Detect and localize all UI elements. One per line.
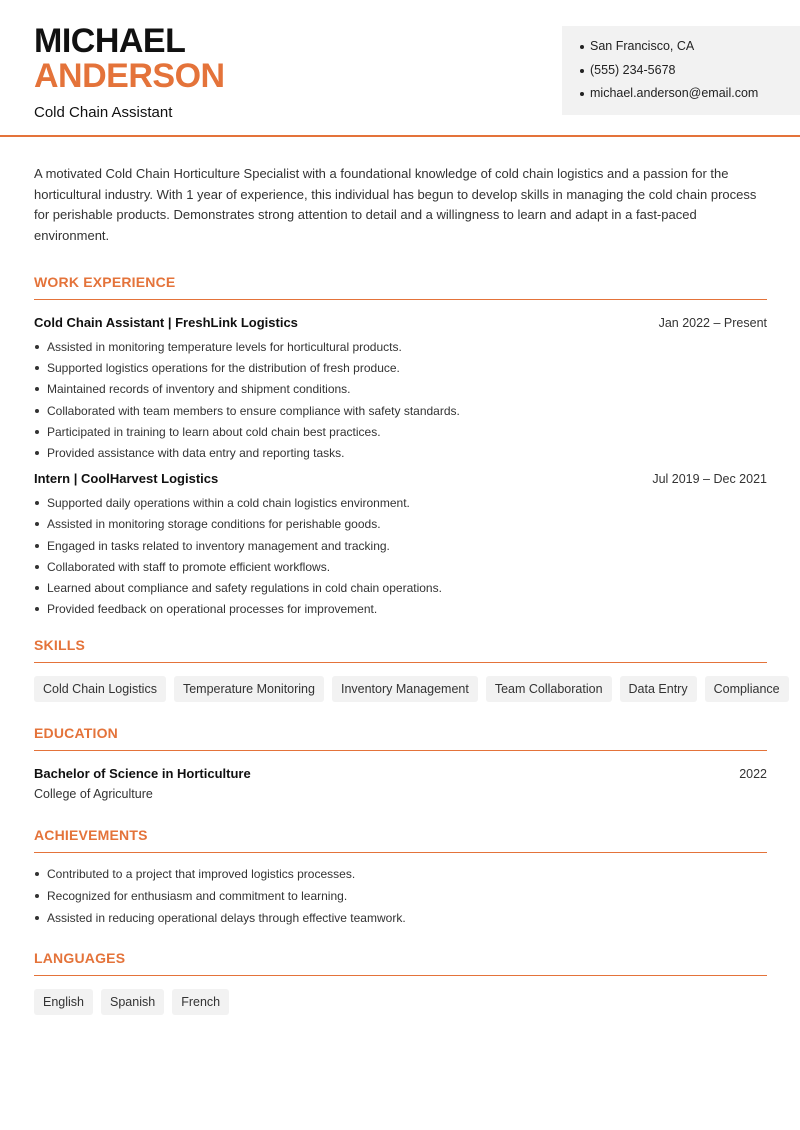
resume-header: [0, 0, 800, 137]
list-item: Contributed to a project that improved logistics processes.: [34, 867, 767, 889]
section-title-work: WORK EXPERIENCE: [34, 274, 767, 300]
name-block: [34, 24, 225, 121]
work-experience-section: [34, 274, 767, 623]
list-item: Maintained records of inventory and shipment conditions.: [34, 382, 767, 403]
job-header: [34, 471, 767, 486]
list-item: Engaged in tasks related to inventory management and tracking.: [34, 539, 767, 560]
education-year: 2022: [739, 767, 767, 782]
section-title-skills: SKILLS: [34, 637, 767, 663]
language-tag: French: [172, 989, 229, 1015]
contact-location: San Francisco, CA: [580, 39, 800, 63]
list-item: Collaborated with staff to promote efficient workflows.: [34, 560, 767, 581]
summary: A motivated Cold Chain Horticulture Specialist with a foundational knowledge of cold chain logistics and a passion for the horticultural industry. With 1 year of experience, this individual has begun to develop skills in managing the cold chain process for perishable products. Demonstrates strong attention to detail and a willingness to learn and adapt in a fast-paced environment.: [34, 166, 757, 243]
skill-tag: Data Entry: [620, 676, 697, 702]
contact-box: [562, 26, 800, 115]
job-title: Cold Chain Assistant: [34, 104, 173, 121]
section-title-languages: LANGUAGES: [34, 950, 767, 976]
contact-email: michael.anderson@email.com: [580, 86, 800, 110]
first-name: MICHAEL: [34, 22, 186, 60]
list-item: Collaborated with team members to ensure compliance with safety standards.: [34, 404, 767, 425]
last-name: ANDERSON: [34, 57, 225, 95]
language-tags: [34, 989, 767, 1015]
list-item: Provided assistance with data entry and reporting tasks.: [34, 446, 767, 467]
job-bullets: [34, 496, 767, 623]
job-dates: Jan 2022 – Present: [658, 316, 767, 330]
languages-section: [34, 950, 767, 1015]
skill-tag: Cold Chain Logistics: [34, 676, 166, 702]
language-tag: English: [34, 989, 93, 1015]
education-degree: Bachelor of Science in Horticulture: [34, 766, 251, 782]
achievement-bullets: [34, 867, 767, 933]
skill-tag: Team Collaboration: [486, 676, 612, 702]
list-item: Recognized for enthusiasm and commitment to learning.: [34, 889, 767, 911]
job-bullets: [34, 340, 767, 467]
skills-section: [34, 637, 780, 702]
list-item: Supported logistics operations for the distribution of fresh produce.: [34, 361, 767, 382]
list-item: Assisted in reducing operational delays through effective teamwork.: [34, 911, 767, 933]
contact-phone: (555) 234-5678: [580, 63, 800, 87]
job-dates: Jul 2019 – Dec 2021: [652, 472, 767, 487]
skill-tag: Compliance: [705, 676, 789, 702]
skills-tags: [34, 676, 780, 702]
list-item: Participated in training to learn about cold chain best practices.: [34, 425, 767, 446]
job-role: Intern | CoolHarvest Logistics: [34, 471, 219, 487]
list-item: Assisted in monitoring storage conditions for perishable goods.: [34, 517, 767, 538]
skill-tag: Temperature Monitoring: [174, 676, 324, 702]
list-item: Supported daily operations within a cold chain logistics environment.: [34, 496, 767, 517]
job-role: Cold Chain Assistant | FreshLink Logistics: [34, 315, 298, 330]
list-item: Provided feedback on operational processes for improvement.: [34, 602, 767, 623]
education-section: [34, 725, 767, 801]
education-school: College of Agriculture: [34, 787, 153, 802]
list-item: Learned about compliance and safety regulations in cold chain operations.: [34, 581, 767, 602]
job-entry: [34, 471, 767, 623]
list-item: Assisted in monitoring temperature levels for horticultural products.: [34, 340, 767, 361]
job-header: [34, 315, 767, 330]
achievements-section: [34, 827, 767, 933]
section-title-achievements: ACHIEVEMENTS: [34, 827, 767, 853]
language-tag: Spanish: [101, 989, 164, 1015]
education-header: [34, 766, 767, 781]
skill-tag: Inventory Management: [332, 676, 478, 702]
section-title-education: EDUCATION: [34, 725, 767, 751]
job-entry: [34, 315, 767, 467]
resume-body: [34, 137, 780, 1015]
